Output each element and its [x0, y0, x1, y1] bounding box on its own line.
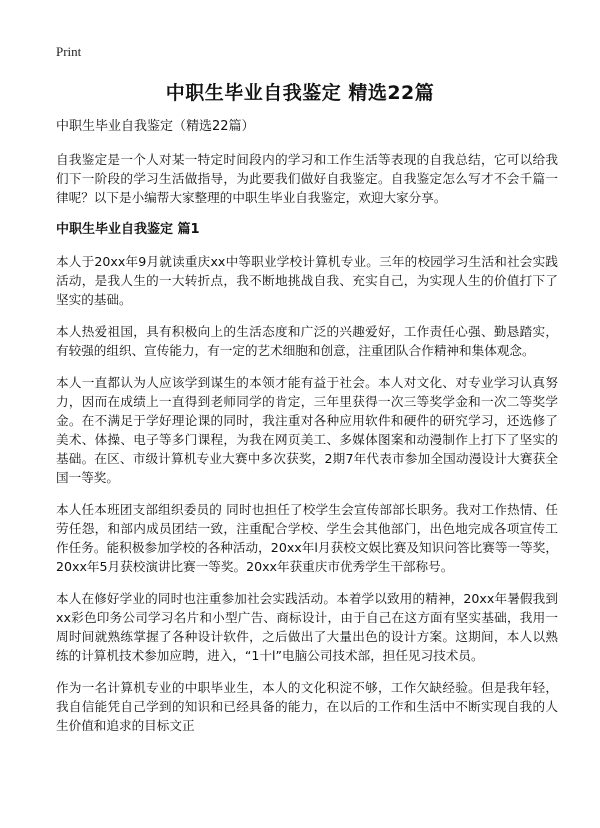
section-heading: 中职生毕业自我鉴定 篇1	[56, 222, 200, 237]
document-body	[56, 117, 558, 748]
body-paragraph: 本人热爱祖国，具有积极向上的生活态度和广泛的兴趣爱好，工作责任心强、勤恳踏实，有较强的组织、宣传能力，有一定的艺术细胞和创意，注重团队合作精神和集体观念。	[56, 324, 558, 358]
document-title: 中职生毕业自我鉴定 精选22篇	[165, 82, 435, 104]
body-paragraph: 本人于20xx年9月就读重庆xx中等职业学校计算机专业。三年的校园学习生活和社会实践活动，是我人生的一大转折点，我不断地挑战自我、充实自己，为实现人生的价值打下了坚实的基础。	[56, 254, 558, 307]
body-paragraph: 本人任本班团支部组织委员的 同时也担任了校学生会宣传部部长职务。我对工作热情、任劳任怨，和部内成员团结一致，注重配合学校、学生会其他部门，出色地完成各项宣传工作任务。能积极参加学校的各种活动，20xx年l月获校文娱比赛及知识问答比赛等一等奖，20xx年5月获校演讲比赛一等奖。20xx年获重庆市优秀学生干部称号。	[56, 502, 558, 574]
intro-paragraph: 自我鉴定是一个人对某一特定时间段内的学习和工作生活等表现的自我总结，它可以给我们下一阶段的学习生活做指导，为此要我们做好自我鉴定。自我鉴定怎么写才不会千篇一律呢？以下是小编帮大家整理的中职生毕业自我鉴定，欢迎大家分享。	[56, 152, 558, 205]
body-paragraph: 作为一名计算机专业的中职毕业生，本人的文化积淀不够，工作欠缺经验。但是我年轻，我自信能凭自己学到的知识和已经具备的能力，在以后的工作和生活中不断实现自我的人生价值和追求的目标文正	[56, 680, 558, 733]
print-label[interactable]: Print	[56, 44, 82, 59]
body-paragraph: 本人在修好学业的同时也注重参加社会实践活动。本着学以致用的精神，20xx年暑假我到xx彩色印务公司学习名片和小型广告、商标设计，由于自己在这方面有坚实基础，我用一周时间就熟练掌握了各种设计软件，之后做出了大量出色的设计方案。这期间，本人以熟练的计算机技术参加应聘，进入，“1十l”电脑公司技术部，担任见习技术员。	[56, 591, 558, 663]
document-subtitle: 中职生毕业自我鉴定（精选22篇）	[56, 119, 255, 134]
body-paragraph: 本人一直都认为人应该学到谋生的本领才能有益于社会。本人对文化、对专业学习认真努力，因而在成绩上一直得到老师同学的肯定，三年里获得一次三等奖学金和一次二等奖学金。在不满足于学好理论课的同时，我注重对各种应用软件和硬件的研究学习，还选修了美术、体操、电子等多门课程，为我在网页美工、多媒体图案和动漫制作上打下了坚实的基础。在区、市级计算机专业大赛中多次获奖，2期7年代表市参加全国动漫设计大赛获全国一等奖。	[56, 375, 558, 485]
